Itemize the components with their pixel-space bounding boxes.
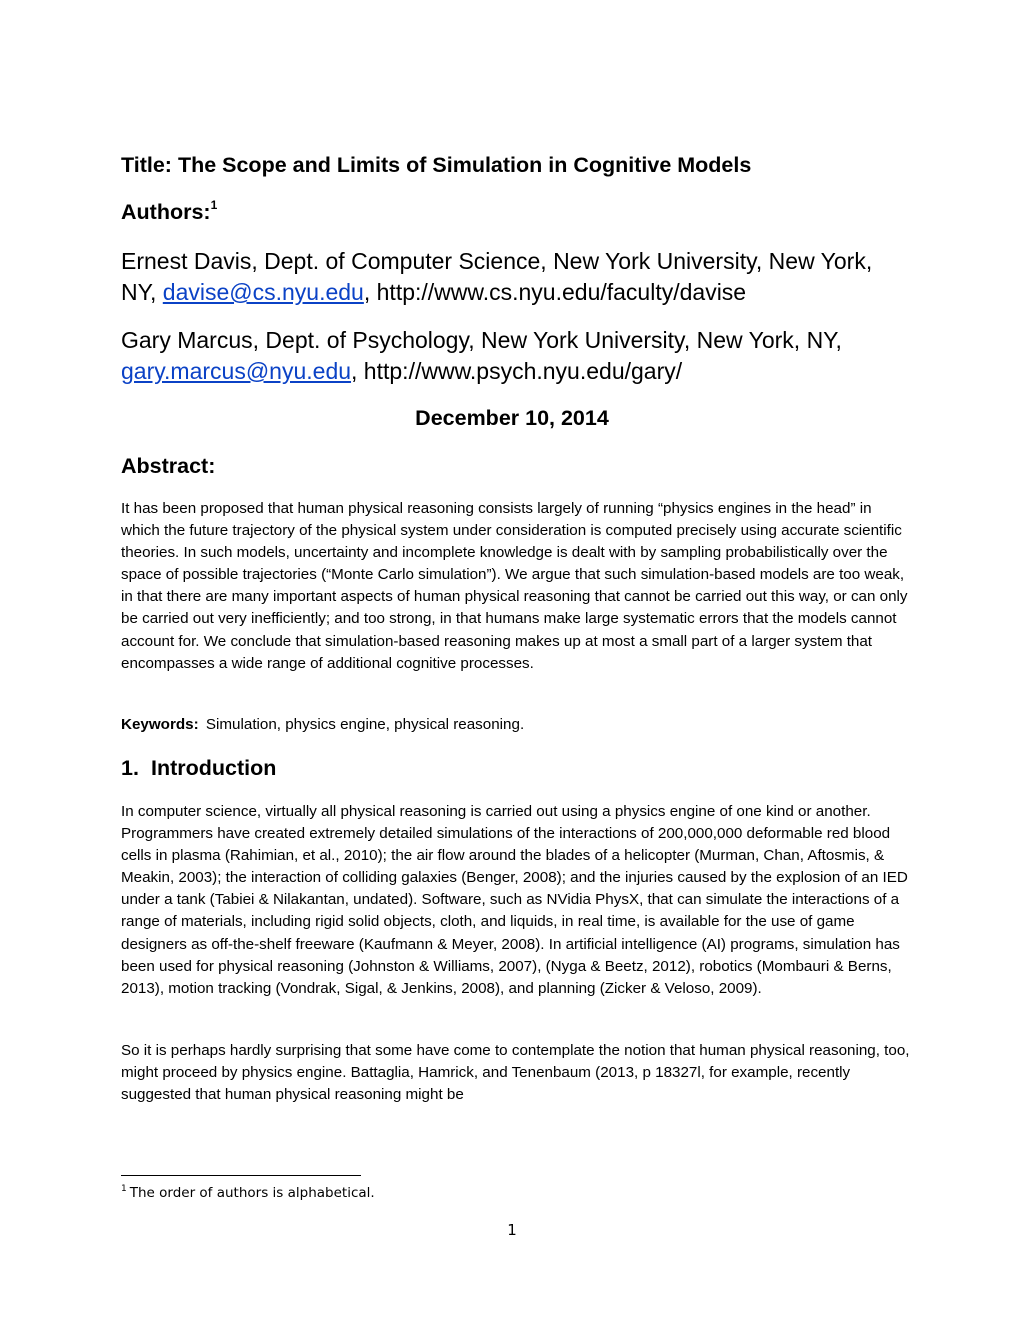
- keywords-line: [121, 714, 911, 736]
- intro-paragraph: In computer science, virtually all physical reasoning is carried out using a physics engine of one kind or another. Programmers have created extremely detailed simulations of the interactions of 200,000,000 deformable red blood cells in plasma (Rahimian, et al., 2010); the air flow around the blades of a helicopter (Murman, Chan, Aftosmis, & Meakin, 2003); the interaction of colliding galaxies (Benger, 2008); and the injuries caused by the explosion of an IED under a tank (Tabiei & Nilakantan, undated). Software, such as NVidia PhysX, that can simulate the interactions of a range of materials, including rigid solid objects, cloth, and liquids, in real time, is available for the use of game designers as off-the-shelf freeware (Kaufmann & Meyer, 2008). In artificial intelligence (AI) programs, simulation has been used for physical reasoning (Johnston & Williams, 2007), (Nyga & Beetz, 2012), robotics (Mombauri & Berns, 2013), motion tracking (Vondrak, Sigal, & Jenkins, 2008), and planning (Zicker & Veloso, 2009).: [121, 803, 908, 997]
- author-email-link[interactable]: davise@cs.nyu.edu: [162, 279, 364, 305]
- section-number: 1.: [121, 756, 139, 780]
- author-affiliation: Ernest Davis, Dept. of Computer Science, New York University, New York, NY,: [121, 248, 873, 305]
- footnote-divider: [121, 1175, 361, 1176]
- section-title: Introduction: [151, 756, 277, 780]
- paper-date: December 10, 2014: [415, 406, 609, 430]
- authors-heading-label: Authors:: [121, 200, 211, 224]
- footnote-number: 1: [121, 1184, 127, 1194]
- author-url: , http://www.psych.nyu.edu/gary/: [351, 358, 683, 384]
- footnote: [121, 1184, 375, 1202]
- author-email-link[interactable]: gary.marcus@nyu.edu: [121, 358, 352, 384]
- paper-title: Title: The Scope and Limits of Simulation in Cognitive Models: [121, 153, 752, 177]
- author-gary-marcus: [121, 325, 911, 387]
- keywords-label: Keywords:: [121, 716, 199, 733]
- section-heading-introduction: [121, 755, 276, 781]
- author-ernest-davis: [121, 246, 911, 308]
- abstract-heading: Abstract:: [121, 454, 216, 478]
- footnote-text: The order of authors is alphabetical.: [129, 1185, 375, 1201]
- author-affiliation: Gary Marcus, Dept. of Psychology, New York University, New York, NY,: [121, 327, 842, 353]
- footnote-mark[interactable]: 1: [210, 198, 218, 212]
- intro-paragraph: So it is perhaps hardly surprising that some have come to contemplate the notion that human physical reasoning, too, might proceed by physics engine. Battaglia, Hamrick, and Tenenbaum (2013, p 18327l, for example, recently suggested that human physical reasoning might be: [121, 1042, 910, 1104]
- authors-heading: [121, 199, 217, 225]
- page-number: 1: [507, 1221, 517, 1239]
- abstract-body: It has been proposed that human physical reasoning consists largely of running “physics engines in the head” in which the future trajectory of the physical system under consideration is computed precisely using accurate scientific theories. In such models, uncertainty and incomplete knowledge is dealt with by sampling probabilistically over the space of possible trajectories (“Monte Carlo simulation”). We argue that such simulation-based models are too weak, in that there are many important aspects of human physical reasoning that cannot be carried out this way, or can only be carried out very inefficiently; and too strong, in that humans make large systematic errors that the models cannot account for. We conclude that simulation-based reasoning makes up at most a small part of a larger system that encompasses a wide range of additional cognitive processes.: [121, 500, 908, 672]
- keywords-text: Simulation, physics engine, physical reasoning.: [205, 716, 525, 733]
- author-url: , http://www.cs.nyu.edu/faculty/davise: [363, 279, 747, 305]
